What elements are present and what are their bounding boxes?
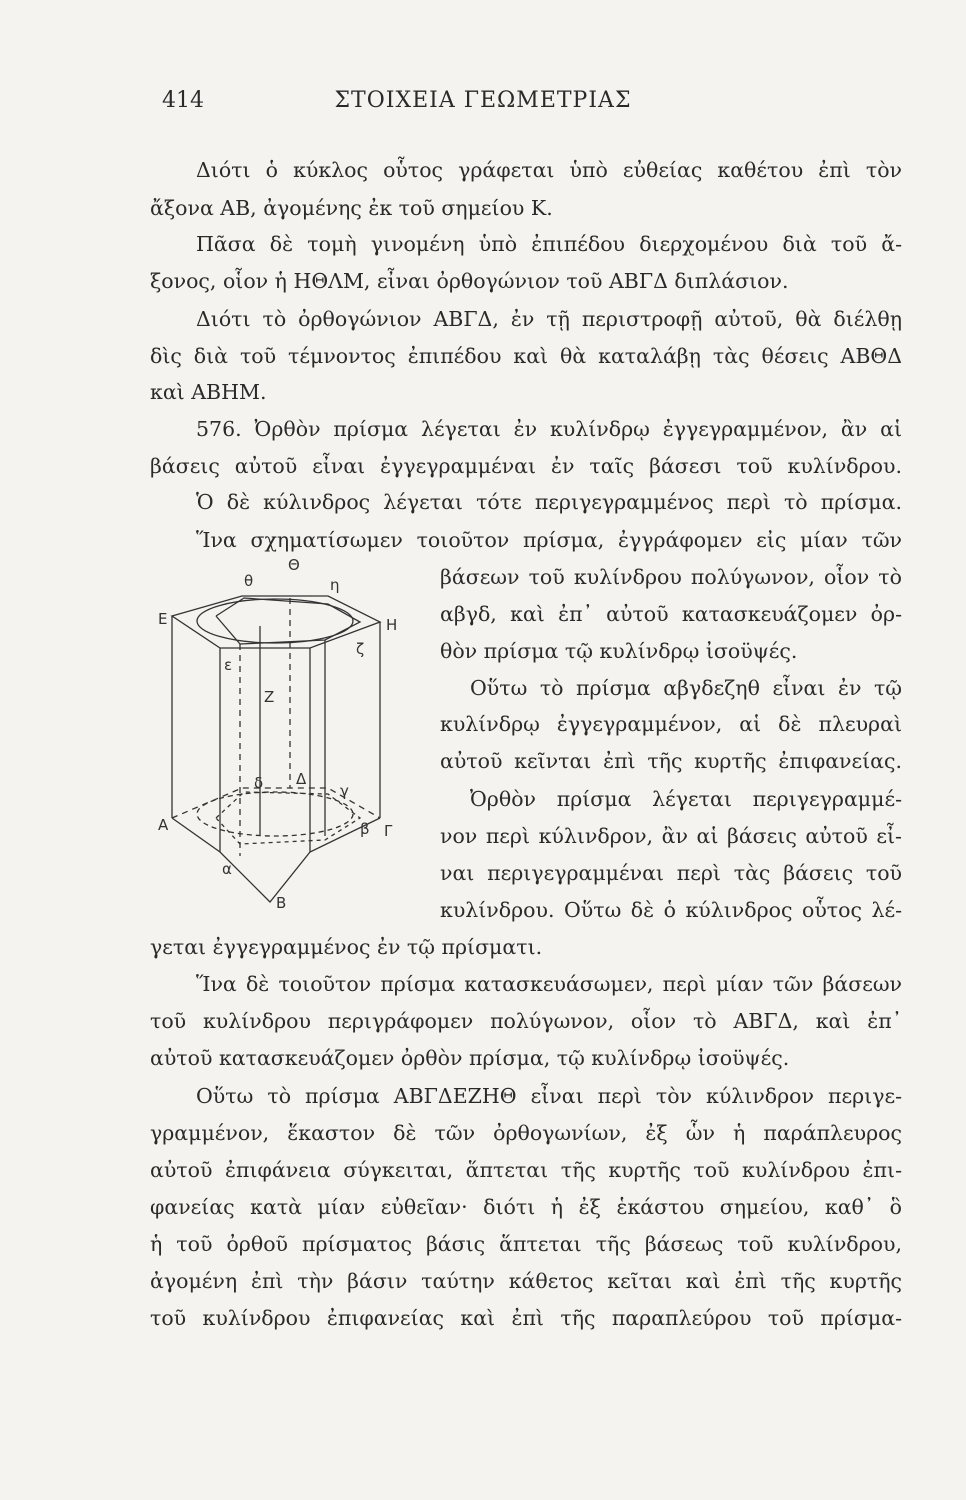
label-B: Β: [276, 894, 287, 912]
label-epsilon: ε: [224, 656, 233, 674]
text-line: Διότι τὸ ὀρθογώνιον ΑΒΓΔ, ἐν τῇ περιστροφῇ αὐτοῦ, θὰ διέλθῃ: [196, 307, 902, 331]
text-line: τοῦ κυλίνδρου περιγράφομεν πολύγωνον, οἷον τὸ ΑΒΓΔ, καὶ ἐπ᾽: [150, 1009, 902, 1033]
text-line: γραμμένον, ἕκαστον δὲ τῶν ὀρθογωνίων, ἐξ ὧν ἡ παράπλευρος: [150, 1121, 902, 1145]
label-Gamma: Γ: [384, 822, 393, 840]
prism-cylinder-figure: [150, 556, 400, 916]
text-line: Ἵνα σχηματίσωμεν τοιοῦτον πρίσμα, ἐγγράφομεν εἰς μίαν τῶν: [196, 528, 902, 552]
text-line: κυλίνδρου. Οὕτω δὲ ὁ κύλινδρος οὗτος λέ-: [440, 898, 902, 922]
text-line: φανείας κατὰ μίαν εὐθεῖαν· διότι ἡ ἐξ ἑκάστου σημείου, καθ᾽ ὃ: [150, 1195, 902, 1219]
text-line: θὸν πρίσμα τῷ κυλίνδρῳ ἰσοϋψές.: [440, 639, 798, 663]
label-delta-lower: δ: [254, 774, 264, 792]
label-Z: Ζ: [264, 688, 275, 706]
text-line: Οὕτω τὸ πρίσμα αβγδεζηθ εἶναι ἐν τῷ: [470, 676, 902, 700]
text-line: ἀγομένη ἐπὶ τὴν βάσιν ταύτην κάθετος κεῖται καὶ ἐπὶ τῆς κυρτῆς: [150, 1269, 902, 1293]
text-line: Ὁ δὲ κύλινδρος λέγεται τότε περιγεγραμμένος περὶ τὸ πρίσμα.: [196, 490, 902, 514]
text-line: βάσεων τοῦ κυλίνδρου πολύγωνον, οἷον τὸ: [440, 565, 902, 589]
text-line: αὐτοῦ κεῖνται ἐπὶ τῆς κυρτῆς ἐπιφανείας.: [440, 749, 902, 773]
page-header: [0, 88, 966, 120]
page-number: 414: [162, 88, 204, 113]
text-line: γεται ἐγγεγραμμένος ἐν τῷ πρίσματι.: [150, 935, 543, 959]
text-line: καὶ ΑΒΗΜ.: [150, 380, 267, 404]
label-eta-lower: η: [330, 576, 340, 594]
text-line: τοῦ κυλίνδρου ἐπιφανείας καὶ ἐπὶ τῆς παραπλεύρου τοῦ πρίσμα-: [150, 1306, 902, 1330]
text-line: αβγδ, καὶ ἐπ᾽ αὐτοῦ κατασκευάζομεν ὀρ-: [440, 602, 902, 626]
label-Delta: Δ: [296, 770, 307, 788]
label-beta: β: [360, 820, 370, 838]
top-face: [172, 596, 380, 648]
text-line: ξονος, οἷον ἡ ΗΘΛΜ, εἶναι ὀρθογώνιον τοῦ ΑΒΓΔ διπλάσιον.: [150, 269, 789, 293]
label-alpha: α: [222, 860, 232, 878]
text-line: Ὀρθὸν πρίσμα λέγεται περιγεγραμμέ-: [470, 787, 902, 811]
text-line: ἄξονα ΑΒ, ἀγομένης ἐκ τοῦ σημείου Κ.: [150, 196, 553, 220]
label-E: Ε: [158, 610, 168, 628]
text-line: αὐτοῦ ἐπιφάνεια σύγκειται, ἅπτεται τῆς κυρτῆς τοῦ κυλίνδρου ἐπι-: [150, 1158, 902, 1182]
text-line: 576. Ὀρθὸν πρίσμα λέγεται ἐν κυλίνδρῳ ἐγγεγραμμένον, ἂν αἱ: [196, 417, 902, 441]
label-A: Α: [158, 816, 169, 834]
label-theta-lower: θ: [244, 572, 254, 590]
text-line: Οὕτω τὸ πρίσμα ΑΒΓΔΕΖΗΘ εἶναι περὶ τὸν κύλινδρον περιγε-: [196, 1084, 902, 1108]
label-zeta-lower: ζ: [356, 640, 365, 658]
label-gamma-lower: γ: [340, 782, 349, 800]
label-H: Η: [386, 616, 398, 634]
text-line: νον περὶ κύλινδρον, ἂν αἱ βάσεις αὐτοῦ εἶ-: [440, 824, 902, 848]
text-line: Πᾶσα δὲ τομὴ γινομένη ὑπὸ ἐπιπέδου διερχομένου διὰ τοῦ ἄ-: [196, 232, 902, 256]
text-line: δὶς διὰ τοῦ τέμνοντος ἐπιπέδου καὶ θὰ καταλάβῃ τὰς θέσεις ΑΒΘΔ: [150, 344, 902, 368]
running-title: ΣΤΟΙΧΕΙΑ ΓΕΩΜΕΤΡΙΑΣ: [334, 88, 632, 113]
text-line: ναι περιγεγραμμέναι περὶ τὰς βάσεις τοῦ: [440, 861, 902, 885]
text-line: βάσεις αὐτοῦ εἶναι ἐγγεγραμμέναι ἐν ταῖς βάσεσι τοῦ κυλίνδρου.: [150, 454, 902, 478]
text-line: Διότι ὁ κύκλος οὗτος γράφεται ὑπὸ εὐθείας καθέτου ἐπὶ τὸν: [196, 158, 902, 182]
label-theta-upper: Θ: [288, 556, 300, 574]
text-line: αὐτοῦ κατασκευάζομεν ὀρθὸν πρίσμα, τῷ κυλίνδρῳ ἰσοϋψές.: [150, 1046, 790, 1070]
text-line: Ἵνα δὲ τοιοῦτον πρίσμα κατασκευάσωμεν, περὶ μίαν τῶν βάσεων: [196, 972, 902, 996]
text-line: ἡ τοῦ ὀρθοῦ πρίσματος βάσις ἅπτεται τῆς βάσεως τοῦ κυλίνδρου,: [150, 1232, 902, 1256]
text-line: κυλίνδρῳ ἐγγεγραμμένον, αἱ δὲ πλευραὶ: [440, 712, 902, 736]
